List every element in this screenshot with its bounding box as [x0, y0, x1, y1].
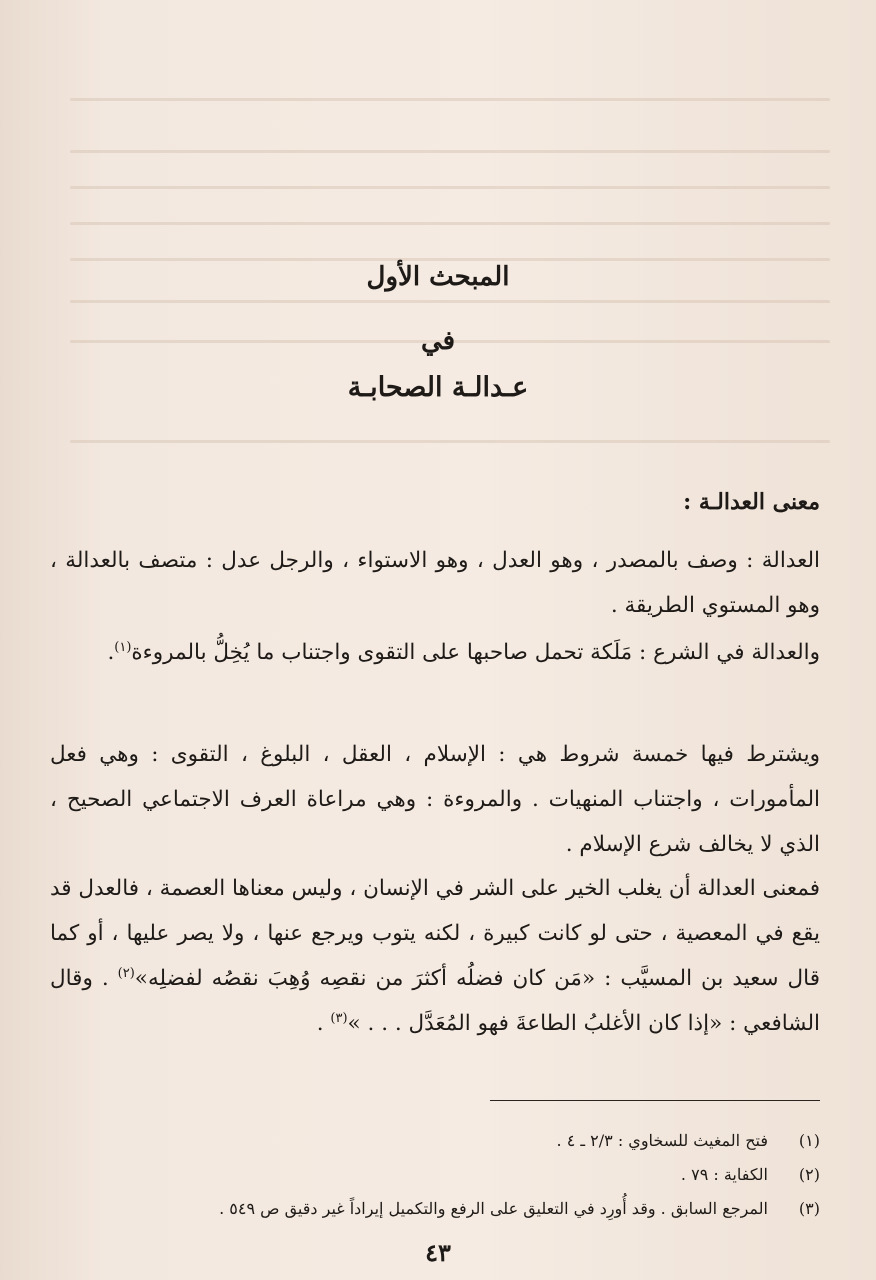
footnote-divider: [490, 1100, 820, 1101]
footnote-text: المرجع السابق . وقد أُورِد في التعليق على الرفع والتكميل إيراداً غير دقيق ص ٥٤٩ .: [219, 1199, 768, 1218]
footnote-item: [50, 1124, 820, 1158]
paragraph-meaning: [50, 866, 820, 1046]
footnote-ref: (١): [114, 639, 132, 655]
footnote-number: (٣): [798, 1199, 820, 1218]
bleed-through-line: [70, 150, 830, 153]
footnote-number: (١): [798, 1131, 820, 1150]
paragraph-text: . وقال الشافعي : «إذا كان الأغلبُ الطاعةَ فهو المُعَدَّل . . . »: [50, 966, 820, 1036]
chapter-title: المبحث الأول: [366, 262, 510, 292]
page-number: ٤٣: [425, 1238, 451, 1267]
bleed-through-line: [70, 222, 830, 225]
paragraph-sharia-definition: [50, 630, 820, 675]
bleed-through-line: [70, 258, 830, 261]
chapter-subtitle: عـدالـة الصحابـة: [347, 372, 529, 403]
footnote-number: (٢): [798, 1165, 820, 1184]
paragraph-conditions: ويشترط فيها خمسة شروط هي : الإسلام ، العقل ، البلوغ ، التقوى : وهي فعل المأمورات ، واجتناب المنهيات . والمروءة : وهي مراعاة العرف الاجتماعي الصحيح ، الذي لا يخالف شرع الإسلام .: [50, 742, 820, 857]
section-heading: معنى العدالـة :: [683, 489, 820, 515]
bleed-through-line: [70, 300, 830, 303]
footnote-text: الكفاية : ٧٩ .: [680, 1165, 768, 1184]
bleed-through-line: [70, 186, 830, 189]
paragraph-definition: العدالة : وصف بالمصدر ، وهو العدل ، وهو الاستواء ، والرجل عدل : متصف بالعدالة ، وهو المستوي الطريقة .: [50, 548, 820, 618]
paragraph-text: .: [107, 640, 115, 665]
footnote-item: [50, 1158, 820, 1192]
bleed-through-line: [70, 98, 830, 101]
paragraph-text: والعدالة في الشرع : مَلَكة تحمل صاحبها على التقوى واجتناب ما يُخِلُّ بالمروءة: [131, 640, 820, 665]
footnote-ref: (٣): [330, 1010, 348, 1026]
footnote-text: فتح المغيث للسخاوي : ٢/٣ ـ ٤ .: [556, 1131, 768, 1150]
footnote-ref: (٢): [117, 965, 135, 981]
footnote-item: [50, 1192, 820, 1226]
bleed-through-line: [70, 440, 830, 443]
paragraph-text: .: [316, 1011, 331, 1036]
paragraph-text: فمعنى العدالة أن يغلب الخير على الشر في الإنسان ، وليس معناها العصمة ، فالعدل قد يقع في المعصية ، حتى لو كانت كبيرة ، لكنه يتوب ويرجع عنها ، ولا يصر عليها ، أو كما قال سعيد بن المسيَّب : «مَن كان فضلُه أكثرَ من نقصِه وُهِبَ نقصُه لفضلِه»: [50, 876, 820, 991]
chapter-title-connector: في: [420, 326, 456, 356]
footnotes: [50, 1124, 820, 1226]
